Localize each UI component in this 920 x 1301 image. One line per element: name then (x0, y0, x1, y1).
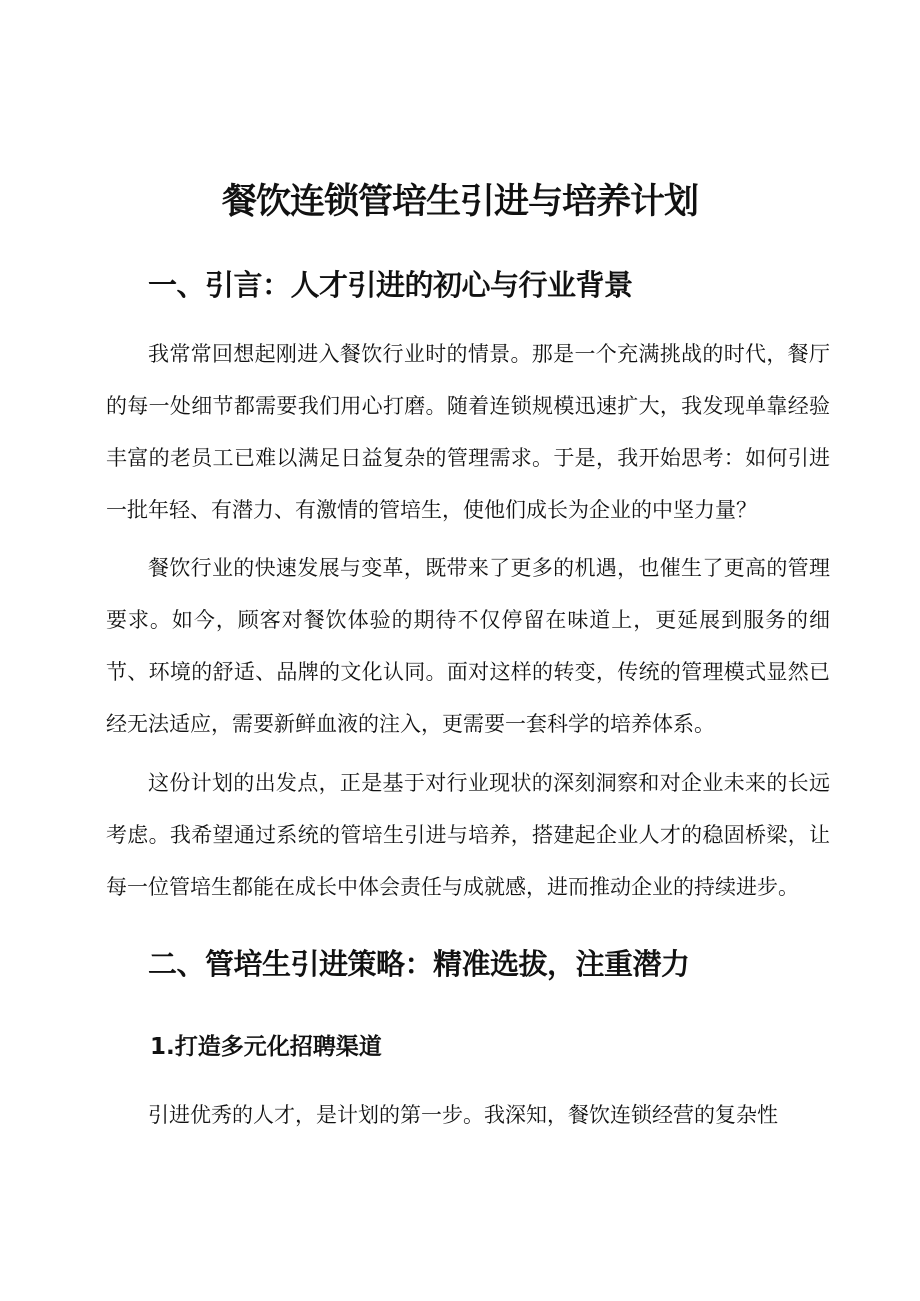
subsection-2-1-paragraph: 引进优秀的人才，是计划的第一步。我深知，餐饮连锁经营的复杂性 (148, 1103, 778, 1127)
section-2-heading: 二、管培生引进策略：精准选拔，注重潜力 (148, 947, 690, 981)
section-1-paragraph-3: 这份计划的出发点，正是基于对行业现状的深刻洞察和对企业未来的长远考虑。我希望通过系统的管培生引进与培养，搭建起企业人才的稳固桥梁，让每一位管培生都能在成长中体会责任与成就感，进而推动企业的持续进步。 (106, 771, 830, 899)
section-1-heading: 一、引言：人才引进的初心与行业背景 (148, 268, 633, 302)
section-1-paragraph-2: 餐饮行业的快速发展与变革，既带来了更多的机遇，也催生了更高的管理要求。如今，顾客对餐饮体验的期待不仅停留在味道上，更延展到服务的细节、环境的舒适、品牌的文化认同。面对这样的转变，传统的管理模式显然已经无法适应，需要新鲜血液的注入，更需要一套科学的培养体系。 (106, 556, 830, 736)
document-title: 餐饮连锁管培生引进与培养计划 (221, 182, 698, 222)
section-1-paragraph-1: 我常常回想起刚进入餐饮行业时的情景。那是一个充满挑战的时代，餐厅的每一处细节都需要我们用心打磨。随着连锁规模迅速扩大，我发现单靠经验丰富的老员工已难以满足日益复杂的管理需求。于是，我开始思考：如何引进一批年轻、有潜力、有激情的管培生，使他们成长为企业的中坚力量？ (106, 342, 830, 522)
subsection-2-1-heading: 1.打造多元化招聘渠道 (150, 1034, 382, 1060)
